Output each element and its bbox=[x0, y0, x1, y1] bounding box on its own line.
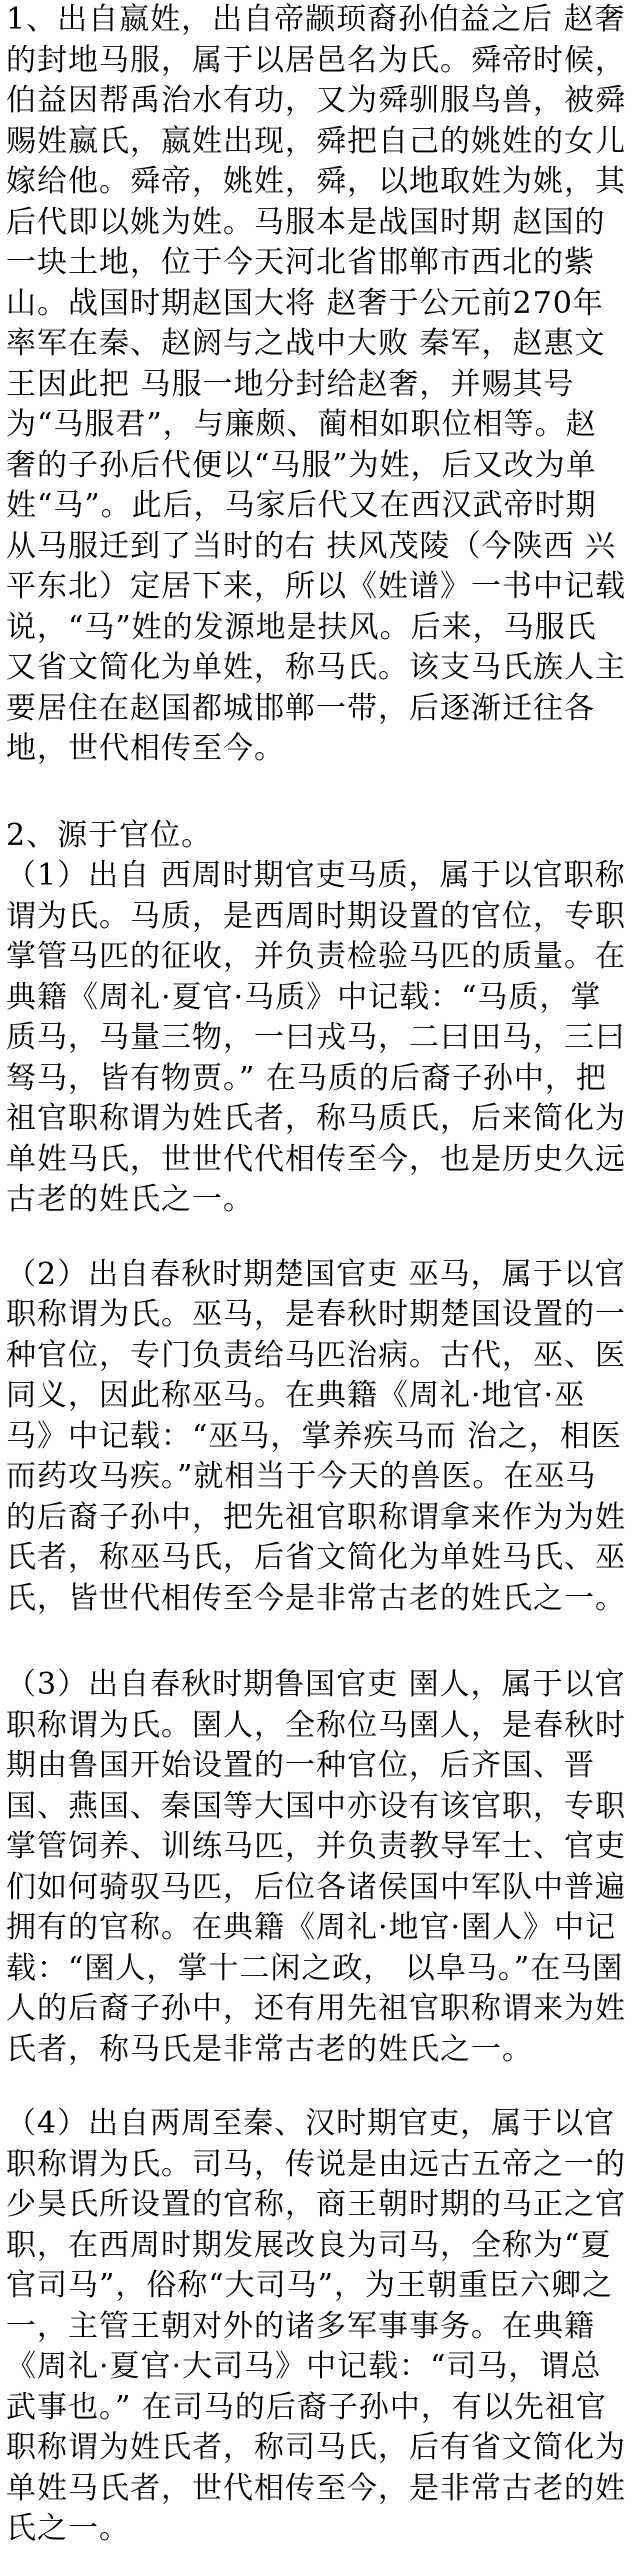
paragraph-ma-zhi: （1）出自 西周时期官吏马质，属于以官职称谓为氏。马质，是西周时期设置的官位，专职掌管马匹的征收，并负责检验马匹的质量。在典籍《周礼·夏官·马质》中记载：“马质，掌质马，马量三物，一曰戎马，二曰田马，三曰驽马，皆有物贾。” 在马质的后裔子孙中，把祖官职称谓为姓氏者，称马质氏，后来简化为单姓马氏，世世代代相传至今，也是历史久远古老的姓氏之一。 bbox=[6, 858, 626, 1217]
paragraph-yu-ren: （3）出自春秋时期鲁国官吏 圉人，属于以官职称谓为氏。圉人，全称位马圉人，是春秋时期由鲁国开始设置的一种官位，后齐国、晋国、燕国、秦国等大国中亦设有该官职，专职掌管饲养、训练马匹，并负责教导军士、官吏们如何骑驭马匹，后位各诸侯国中军队中普遍拥有的官称。在典籍《周礼·地官·圉人》中记载：“圉人，掌十二闲之政， 以阜马。”在马圉人的后裔子孙中，还有用先祖官职称谓来为姓氏者，称马氏是非常古老的姓氏之一。 bbox=[6, 1667, 626, 2067]
spacer bbox=[0, 1619, 640, 1665]
section-heading-official-title: 2、源于官位。 bbox=[6, 817, 213, 853]
paragraph-si-ma: （4）出自两周至秦、汉时期官吏，属于以官职称谓为氏。司马，传说是由远古五帝之一的少昊氏所设置的官称，商王朝时期的马正之官职，在西周时期发展改良为司马，全称为“夏官司马”，俗称“大司马”，为王朝重臣六卿之一，主管王朝对外的诸多军事事务。在典籍《周礼·夏官·大司马》中记载：“司马，谓总武事也。” 在司马的后裔子孙中，有以先祖官职称谓为姓氏者，称司马氏，后有省文简化为单姓马氏者，世代相传至今，是非常古老的姓氏之一。 bbox=[6, 2106, 626, 2546]
spacer bbox=[0, 1221, 640, 1255]
spacer bbox=[0, 2070, 640, 2104]
paragraph-origin-ying: 1、出自嬴姓，出自帝颛顼裔孙伯益之后 赵奢的封地马服，属于以居邑名为氏。舜帝时候，伯益因帮禹治水有功，又为舜驯服鸟兽，被舜赐姓嬴氏，嬴姓出现，舜把自己的姚姓的女儿嫁给他。舜帝，姚姓，舜，以地取姓为姚，其后代即以姚为姓。马服本是战国时期 赵国的一块土地，位于今天河北省邯郸市西北的紫山。战国时期赵国大将 赵奢于公元前270年率军在秦、赵阏与之战中大败 秦军，赵惠文王因此把 马服一地分封给赵奢，并赐其号为“马服君”，与廉颇、蔺相如职位相等。赵奢的子孙后代便以“马服”为姓，后又改为单姓“马”。此后，马家后代又在西汉武帝时期从马服迁到了当时的右 扶风茂陵（今陕西 兴平东北）定居下来，所以《姓谱》一书中记载说，“马”姓的发源地是扶风。后来，马服氏又省文简化为单姓，称马氏。该支马氏族人主要居住在赵国都城邯郸一带，后逐渐迁往各地，世代相传至今。 bbox=[6, 2, 626, 766]
spacer bbox=[0, 770, 640, 816]
paragraph-wu-ma: （2）出自春秋时期楚国官吏 巫马，属于以官职称谓为氏。巫马，是春秋时期楚国设置的一种官位，专门负责给马匹治病。古代，巫、医同义，因此称巫马。在典籍《周礼·地官·巫马》中记载：“巫马，掌养疾马而 治之，相医而药攻马疾。”就相当于今天的兽医。在巫马的后裔子孙中，把先祖官职称谓拿来作为为姓氏者，称巫马氏，后省文简化为单姓马氏、巫氏，皆世代相传至今是非常古老的姓氏之一。 bbox=[6, 1256, 626, 1616]
